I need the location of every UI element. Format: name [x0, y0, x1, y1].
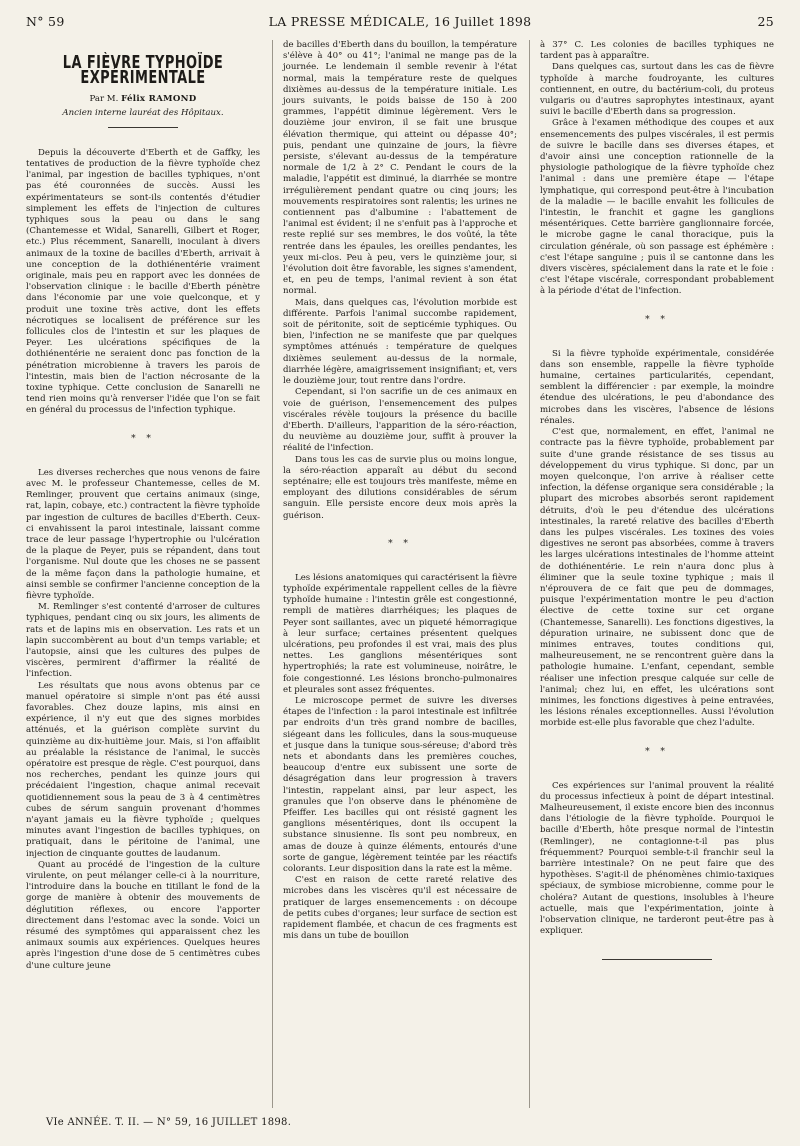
- column-3: [529, 40, 774, 1108]
- paragraph: Depuis la découverte d'Eberth et de Gaffky, les tentatives de production de la fièvre typhoïde chez l'animal, par ingestion de bacilles typhiques, n'ont pas été couronnées de succès. Aussi les expérimentateurs se sont-ils contentés d'étudier simplement les effets de l'injection de cultures typhiques sous la peau ou dans le sang (Chantemesse et Widal, Sanarelli, Gilbert et Roger, etc.) Plus récemment, Sanarelli, inoculant à divers animaux de la toxine de bacilles d'Eberth, arrivait à une conception de la dothiénentérie vraiment originale, mais peu en rapport avec les données de l'observation clinique : le bacille d'Eberth pénètre dans l'économie par une voie quelconque, et y produit une toxine très active, dont les effets nécrotiques se localisent de préférence sur les follicules clos de l'intestin et sur les plaques de Peyer. Les ulcérations spécifiques de la dothiénentérie ne seraient donc pas fonction de la pénétration microbienne à travers les parois de l'intestin, mais bien de l'action nécrosante de la toxine typhique. Cette conclusion de Sanarelli ne tend rien moins qu'à renverser l'idée que l'on se fait en général du processus de l'infection typhique.: [26, 147, 260, 416]
- paragraph: Grâce à l'examen méthodique des coupes et aux ensemencements des pulpes viscérales, il est permis de suivre le bacille dans ses diverses étapes, et d'avoir ainsi une conception rationnelle de la physiologie pathologique de la fièvre typhoïde chez l'animal : dans une première étape — l'étape lymphatique, qui correspond peut-être à l'incubation de la maladie — le bacille envahit les follicules de l'intestin, le franchit et gagne les ganglions mésentériques. Cette barrière ganglionnaire forcée, le microbe gagne le canal thoracique, puis la circulation générale, où son passage est éphémère : c'est l'étape sanguine ; puis il se cantonne dans les divers viscères, spécialement dans la rate et le foie : c'est l'étape viscérale, correspondant probablement à la période d'état de l'infection.: [540, 118, 774, 297]
- paragraph: Quant au procédé de l'ingestion de la culture virulente, on peut mélanger celle-ci à la nourriture, l'introduire dans la bouche en titillant le fond de la gorge de manière à obtenir des mouvements de déglutition réflexes, ou encore l'apporter directement dans l'estomac avec la sonde. Voici un résumé des symptômes qui apparaissent chez les animaux soumis aux expériences. Quelques heures après l'ingestion d'une dose de 5 centimètres cubes d'une culture jeune: [26, 859, 260, 971]
- page-number: 25: [757, 14, 774, 29]
- title-rule: [108, 127, 178, 128]
- paragraph: à 37° C. Les colonies de bacilles typhiques ne tardent pas à apparaître.: [540, 40, 774, 62]
- paragraph: M. Remlinger s'est contenté d'arroser de cultures typhiques, pendant cinq ou six jours, les aliments de rats et de lapins mis en observation. Les rats et un lapin succombèrent au bout d'un temps variable; et l'autopsie, ainsi que les cultures des pulpes de viscères, permirent d'affirmer la réalité de l'infection.: [26, 602, 260, 680]
- paragraph: Les lésions anatomiques qui caractérisent la fièvre typhoïde expérimentale rappellent celles de la fièvre typhoïde humaine : l'intestin grêle est congestionné, rempli de matières diarrhéiques; les plaques de Peyer sont saillantes, avec un piqueté hémorragique à leur surface; certaines présentent quelques ulcérations, peu profondes il est vrai, mais des plus nettes. Les ganglions mésentériques sont hypertrophiés; la rate est volumineuse, noirâtre, le foie congestionné. Les lésions broncho-pulmonaires et pleurales sont assez fréquentes.: [283, 572, 517, 695]
- column-1: [26, 40, 260, 1108]
- journal-title: LA PRESSE MÉDICALE, 16 Juillet 1898: [268, 14, 532, 29]
- article-title: LA FIÈVRE TYPHOÏDE EXPÉRIMENTALE: [62, 53, 224, 89]
- running-header: [26, 14, 774, 32]
- paragraph: Le microscope permet de suivre les diverses étapes de l'infection : la paroi intestinale est infiltrée par endroits d'un très grand nombre de bacilles, siégeant dans les follicules, dans la sous-muqueuse et jusque dans la tunique sous-séreuse; d'abord très nets et abondants dans les premières couches, beaucoup d'entre eux subissent une sorte de désagrégation dans leur progression à travers l'intestin, rappelant ainsi, par leur aspect, les granules que l'on observe dans le phénomène de Pfeiffer. Les bacilles qui ont résisté gagnent les ganglions mésentériques, dont ils occupent la substance sinusienne. Ils sont peu nombreux, en amas de douze à quinze éléments, entourés d'une sorte de gangue, légèrement teintée par les réactifs colorants. Leur disposition dans la rate est la même.: [283, 695, 517, 875]
- byline-prefix: Par M.: [89, 94, 119, 105]
- section-separator: * *: [645, 314, 669, 325]
- paragraph: Les résultats que nous avons obtenus par ce manuel opératoire si simple n'ont pas été aussi favorables. Chez douze lapins, mis ainsi en expérience, il n'y eut que des signes morbides atténués, et la guérison complète survint du quinzième au dix-huitième jour. Mais, si l'on affaiblit au préalable la résistance de l'animal, le succès opératoire est presque de règle. C'est pourquoi, dans nos recherches, pendant les quinze jours qui précédaient l'ingestion, chaque animal recevait quotidiennement sous la peau de 3 à 4 centimètres cubes de sérum sanguin provenant d'hommes n'ayant jamais eu la fièvre typhoïde ; quelques minutes avant l'ingestion de bacilles typhiques, on pratiquait, dans le péritoine de l'animal, une injection de cinquante gouttes de laudanum.: [26, 680, 260, 859]
- issue-number: N° 59: [26, 14, 65, 29]
- section-separator: * *: [645, 746, 669, 757]
- author-affiliation: Ancien interne lauréat des Hôpitaux.: [62, 107, 224, 118]
- text-columns: [26, 40, 774, 1108]
- paragraph: de bacilles d'Eberth dans du bouillon, la température s'élève à 40° ou 41°; l'animal ne mange pas de la journée. Le lendemain il semble revenir à l'état normal, mais la température reste de quelques dixièmes au-dessus de la température initiale. Les jours suivants, le poids baisse de 150 à 200 grammes, l'appétit diminue légèrement. Vers le douzième jour environ, il se fait une brusque élévation thermique, qui atteint ou dépasse 40°; puis, pendant une quinzaine de jours, la fièvre persiste, s'élevant au-dessus de la température normale de 1/2 à 2° C. Pendant le cours de la maladie, l'appétit est diminué, la diarrhée se montre irrégulièrement pendant quatre ou cinq jours; les mouvements respiratoires sont ralentis; les urines ne contiennent pas d'albumine : l'abattement de l'animal est évident; il ne s'enfuit pas à l'approche et reste replié sur ses membres, le dos voûté, la tête rentrée dans les épaules, les oreilles pendantes, les yeux mi-clos. Peu à peu, vers le quinzième jour, si l'évolution doit être favorable, les signes s'amendent, et, en peu de temps, l'animal revient à son état normal.: [283, 40, 517, 297]
- paragraph: C'est que, normalement, en effet, l'animal ne contracte pas la fièvre typhoïde, probablement par suite d'une grande résistance de ses tissus au développement du virus typhique. Si donc, par un moyen quelconque, l'on arrive à réaliser cette infection, la défense organique sera considérable ; la plupart des microbes absorbés seront rapidement détruits, d'où le peu d'étendue des ulcérations intestinales, la rareté relative des bacilles d'Eberth dans les pulpes viscérales. Les toxines des voies digestives ne seront pas absorbées, comme à travers les larges ulcérations intestinales de l'homme atteint de dothiénentérie. Le rein n'aura donc plus à éliminer que la seule toxine typhique ; mais il n'éprouvera de ce fait que peu de dommages, puisque l'expérimentation montre le peu d'action élective de cette toxine sur cet organe (Chantemesse, Sanarelli). Les fonctions digestives, la dépuration urinaire, ne subissent donc que de minimes entraves, toutes conditions qui, malheureusement, ne se rencontrent guère dans la pathologie humaine. L'enfant, cependant, semble réaliser une infection presque calquée sur celle de l'animal; chez lui, en effet, les ulcérations sont minimes, les fonctions digestives à peine entravées, les lésions rénales exceptionnelles. Aussi l'évolution morbide est-elle plus favorable que chez l'adulte.: [540, 427, 774, 729]
- column-2: [272, 40, 517, 1108]
- paragraph: Mais, dans quelques cas, l'évolution morbide est différente. Parfois l'animal succombe rapidement, soit de péritonite, soit de septicémie typhiques. Ou bien, l'infection ne se manifeste que par quelques symptômes atténués : température de quelques dixièmes seulement au-dessus de la normale, diarrhée légère, amaigrissement insignifiant; et, vers le douzième jour, tout rentre dans l'ordre.: [283, 297, 517, 387]
- paragraph: Cependant, si l'on sacrifie un de ces animaux en voie de guérison, l'ensemencement des pulpes viscérales révèle toujours la présence du bacille d'Eberth. D'ailleurs, l'apparition de la séro-réaction, du neuvième au douzième jour, suffit à prouver la réalité de l'infection.: [283, 387, 517, 454]
- paragraph: C'est en raison de cette rareté relative des microbes dans les viscères qu'il est nécessaire de pratiquer de larges ensemencements : on découpe de petits cubes d'organes; leur surface de section est rapidement flambée, et chacun de ces fragments est mis dans un tube de bouillon: [283, 875, 517, 942]
- paragraph: Dans tous les cas de survie plus ou moins longue, la séro-réaction apparaît au début du second septénaire; elle est toujours très manifeste, même en employant des dilutions considérables de sérum sanguin. Elle persiste encore deux mois après la guérison.: [283, 454, 517, 521]
- paragraph: Si la fièvre typhoïde expérimentale, considérée dans son ensemble, rappelle la fièvre typhoïde humaine, certaines particularités, cependant, semblent la différencier : par exemple, la moindre étendue des ulcérations, le peu d'abondance des microbes dans les viscères, l'absence de lésions rénales.: [540, 348, 774, 426]
- paragraph: Ces expériences sur l'animal prouvent la réalité du processus infectieux à point de départ intestinal. Malheureusement, il existe encore bien des inconnus dans l'étiologie de la fièvre typhoïde. Pourquoi le bacille d'Eberth, hôte presque normal de l'intestin (Remlinger), ne contagionne-t-il pas plus fréquemment? Pourquoi semble-t-il franchir seul la barrière intestinale? On ne peut faire que des hypothèses. S'agit-il de phénomènes chimio-taxiques spéciaux, de symbiose microbienne, comme pour le choléra? Autant de questions, insolubles à l'heure actuelle, mais que l'expérimentation, jointe à l'observation clinique, ne tarderont peut-être pas à expliquer.: [540, 780, 774, 937]
- section-separator: * *: [131, 433, 155, 444]
- article-end-rule: [602, 959, 712, 960]
- paragraph: Dans quelques cas, surtout dans les cas de fièvre typhoïde à marche foudroyante, les cultures contiennent, en outre, du bactérium-coli, du proteus vulgaris ou d'autres saprophytes intestinaux, ayant suivi le bacille d'Eberth dans sa progression.: [540, 62, 774, 118]
- byline: [26, 94, 260, 105]
- paragraph: Les diverses recherches que nous venons de faire avec M. le professeur Chantemesse, celles de M. Remlinger, prouvent que certains animaux (singe, rat, lapin, cobaye, etc.) contractent la fièvre typhoïde par ingestion de cultures de bacilles d'Eberth. Ceux-ci envahissent la paroi intestinale, laissant comme trace de leur passage l'hypertrophie ou l'ulcération de la plaque de Peyer, puis se répandent, dans tout l'organisme. Nul doute que les choses ne se passent de la même façon dans la pathologie humaine, et ainsi semble se confirmer l'ancienne conception de la fièvre typhoïde.: [26, 467, 260, 601]
- author-name: Félix RAMOND: [121, 94, 197, 105]
- page-footer: VIe ANNÉE. T. II. — N° 59, 16 JUILLET 1898.: [46, 1117, 292, 1128]
- section-separator: * *: [388, 538, 412, 549]
